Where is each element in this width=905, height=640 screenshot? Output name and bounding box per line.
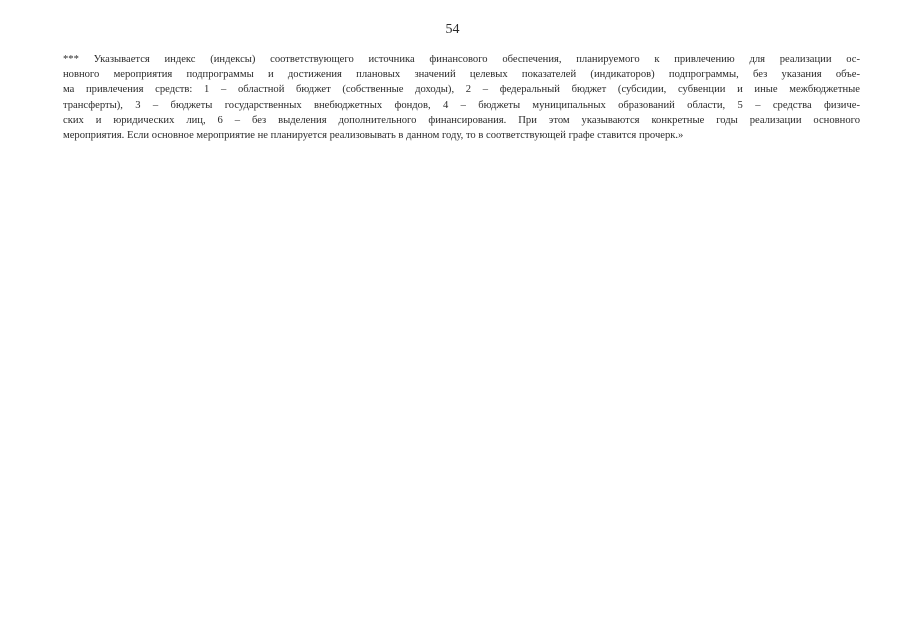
- footnote-line: новного мероприятия подпрограммы и достижения плановых значений целевых показателей (индикаторов) подпрограммы, без указания объе-: [63, 69, 860, 81]
- footnote-paragraph: [63, 52, 860, 143]
- footnote-line: *** Указывается индекс (индексы) соответствующего источника финансового обеспечения, планируемого к привлечению для реализации ос-: [63, 54, 860, 65]
- footnote-line: ских и юридических лиц, 6 – без выделения дополнительного финансирования. При этом указываются конкретные годы реализации основного: [63, 114, 860, 126]
- page-number: 54: [445, 22, 460, 37]
- footnote-line: мероприятия. Если основное мероприятие не планируется реализовывать в данном году, то в соответствующей графе ставится прочерк.»: [63, 130, 684, 142]
- footnote-line: трансферты), 3 – бюджеты государственных внебюджетных фондов, 4 – бюджеты муниципальных образований области, 5 – средства физиче-: [63, 99, 860, 111]
- footnote-line: ма привлечения средств: 1 – областной бюджет (собственные доходы), 2 – федеральный бюджет (субсидии, субвенции и иные межбюджетные: [63, 84, 860, 96]
